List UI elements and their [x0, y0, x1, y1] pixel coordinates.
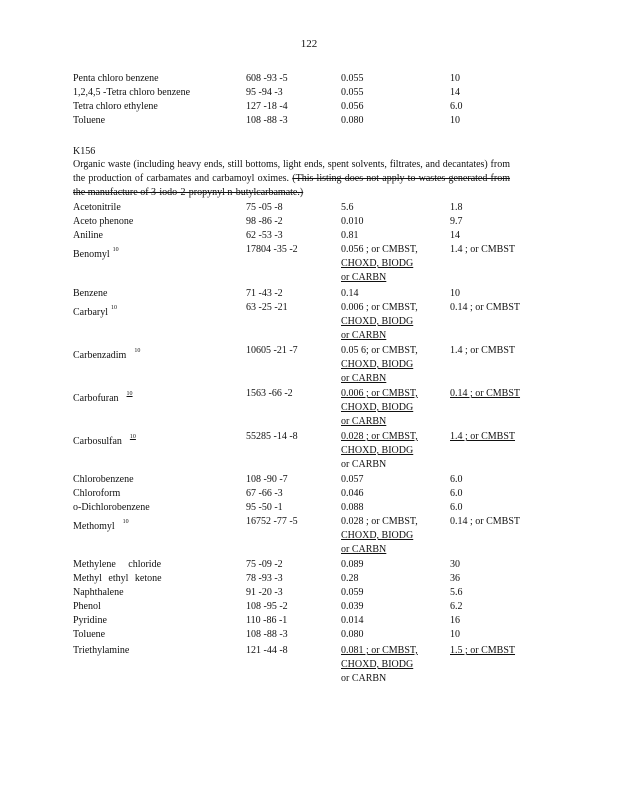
cas-number: 95 -94 -3: [246, 87, 283, 98]
footnote-ref: 10: [126, 391, 133, 397]
cas-number: 75 -09 -2: [246, 559, 283, 570]
nonwastewater-standard: 6.0: [450, 474, 463, 485]
cas-number: 67 -66 -3: [246, 488, 283, 499]
constituent-name: 1,2,4,5 -Tetra chloro benzene: [73, 87, 191, 98]
constituent-name: Pyridine: [73, 615, 107, 626]
constituent-name: Naphthalene: [73, 587, 124, 598]
cas-number: 108 -90 -7: [246, 474, 288, 485]
wastewater-standard: 5.6: [341, 202, 354, 213]
wastewater-standard: 0.039: [341, 601, 364, 612]
nonwastewater-standard: 10: [450, 115, 460, 126]
wastewater-standard: 0.006 ; or CMBST,: [341, 302, 418, 313]
treatment-technologies: or CARBN: [341, 373, 387, 384]
wastewater-standard: 0.088: [341, 502, 364, 513]
cas-number: 98 -86 -2: [246, 216, 283, 227]
nonwastewater-standard: 0.14 ; or CMBST: [450, 388, 521, 399]
cas-number: 91 -20 -3: [246, 587, 283, 598]
waste-code: K156: [73, 146, 96, 157]
wastewater-standard: 0.028 ; or CMBST,: [341, 431, 418, 442]
wastewater-standard: 0.080: [341, 629, 364, 640]
constituent-name: Carbaryl $^{10}$: [73, 305, 117, 318]
treatment-technologies: or CARBN: [341, 459, 387, 470]
cas-number: 17804 -35 -2: [246, 244, 298, 255]
constituent-name: Carbenzadim $^{10}$: [73, 348, 141, 361]
constituent-name: Acetonitrile: [73, 202, 121, 213]
nonwastewater-standard: 1.4 ; or CMBST: [450, 431, 516, 442]
wastewater-standard: 0.057: [341, 474, 364, 485]
constituent-name: Chlorobenzene: [73, 474, 134, 485]
nonwastewater-standard: 1.5 ; or CMBST: [450, 645, 516, 656]
wastewater-standard: 0.046: [341, 488, 364, 499]
waste-description: [73, 158, 510, 200]
nonwastewater-standard: 6.2: [450, 601, 463, 612]
wastewater-standard: 0.055: [341, 87, 364, 98]
nonwastewater-standard: 5.6: [450, 587, 463, 598]
cas-number: 608 -93 -5: [246, 73, 288, 84]
wastewater-standard: 0.056 ; or CMBST,: [341, 244, 418, 255]
constituent-name: Methomyl $^{10}$: [73, 519, 129, 532]
constituent-name: Benomyl $^{10}$: [73, 247, 119, 260]
cas-number: 10605 -21 -7: [246, 345, 298, 356]
cas-number: 121 -44 -8: [246, 645, 288, 656]
constituent-name: Aceto phenone: [73, 216, 134, 227]
treatment-technologies: or CARBN: [341, 544, 387, 555]
constituent-name: o-Dichlorobenzene: [73, 502, 150, 513]
nonwastewater-standard: 0.14 ; or CMBST: [450, 302, 521, 313]
nonwastewater-standard: 1.4 ; or CMBST: [450, 345, 516, 356]
treatment-technologies: CHOXD, BIODG: [341, 359, 414, 370]
treatment-technologies: or CARBN: [341, 272, 387, 283]
wastewater-standard: 0.056: [341, 101, 364, 112]
treatment-technologies: or CARBN: [341, 673, 387, 684]
wastewater-standard: 0.010: [341, 216, 364, 227]
constituent-name: Toluene: [73, 115, 106, 126]
wastewater-standard: 0.089: [341, 559, 364, 570]
nonwastewater-standard: 10: [450, 73, 460, 84]
treatment-technologies: CHOXD, BIODG: [341, 445, 414, 456]
wastewater-standard: 0.006 ; or CMBST,: [341, 388, 418, 399]
cas-number: 127 -18 -4: [246, 101, 288, 112]
wastewater-standard: 0.14: [341, 288, 359, 299]
constituent-name: Methyl ethyl ketone: [73, 573, 162, 584]
treatment-technologies: CHOXD, BIODG: [341, 402, 414, 413]
cas-number: 108 -88 -3: [246, 629, 288, 640]
constituent-name: Tetra chloro ethylene: [73, 101, 158, 112]
nonwastewater-standard: 10: [450, 288, 460, 299]
footnote-ref: 10: [134, 348, 141, 354]
nonwastewater-standard: 1.4 ; or CMBST: [450, 244, 516, 255]
cas-number: 95 -50 -1: [246, 502, 283, 513]
nonwastewater-standard: 6.0: [450, 502, 463, 513]
nonwastewater-standard: 0.14 ; or CMBST: [450, 516, 521, 527]
constituent-name: Phenol: [73, 601, 101, 612]
wastewater-standard: 0.81: [341, 230, 359, 241]
nonwastewater-standard: 1.8: [450, 202, 463, 213]
cas-number: 16752 -77 -5: [246, 516, 298, 527]
cas-number: 1563 -66 -2: [246, 388, 293, 399]
treatment-technologies: or CARBN: [341, 416, 387, 427]
constituent-name: Aniline: [73, 230, 103, 241]
wastewater-standard: 0.059: [341, 587, 364, 598]
nonwastewater-standard: 10: [450, 629, 460, 640]
treatment-technologies: CHOXD, BIODG: [341, 258, 414, 269]
deleted-text: (This listing does not apply to wastes generated from the manufacture of 3-iodo-2-propynyl n-butylcarbamate.): [73, 173, 510, 198]
wastewater-standard: 0.028 ; or CMBST,: [341, 516, 418, 527]
wastewater-standard: 0.014: [341, 615, 364, 626]
treatment-technologies: or CARBN: [341, 330, 387, 341]
treatment-technologies: CHOXD, BIODG: [341, 659, 414, 670]
nonwastewater-standard: 6.0: [450, 101, 463, 112]
nonwastewater-standard: 36: [450, 573, 460, 584]
constituent-name: Toluene: [73, 629, 106, 640]
constituent-name: Methylene chloride: [73, 559, 162, 570]
footnote-ref: 10: [129, 434, 136, 440]
constituent-name: Benzene: [73, 288, 108, 299]
wastewater-standard: 0.05 6; or CMBST,: [341, 345, 418, 356]
wastewater-standard: 0.055: [341, 73, 364, 84]
nonwastewater-standard: 14: [450, 87, 460, 98]
constituent-name: Carbofuran $^{10}$: [73, 391, 133, 404]
cas-number: 63 -25 -21: [246, 302, 288, 313]
constituent-name: Triethylamine: [73, 645, 130, 656]
description-text: Organic waste (including heavy ends, still bottoms, light ends, spent solvents, filtrates, and decantates) from the production of carbamates and carbamoyl oximes.: [73, 159, 510, 184]
cas-number: 75 -05 -8: [246, 202, 283, 213]
cas-number: 78 -93 -3: [246, 573, 283, 584]
cas-number: 55285 -14 -8: [246, 431, 298, 442]
page-number: 122: [300, 38, 318, 50]
treatment-technologies: CHOXD, BIODG: [341, 530, 414, 541]
footnote-ref: 10: [122, 519, 129, 525]
nonwastewater-standard: 6.0: [450, 488, 463, 499]
nonwastewater-standard: 14: [450, 230, 460, 241]
treatment-technologies: CHOXD, BIODG: [341, 316, 414, 327]
nonwastewater-standard: 30: [450, 559, 460, 570]
wastewater-standard: 0.080: [341, 115, 364, 126]
cas-number: 71 -43 -2: [246, 288, 283, 299]
cas-number: 62 -53 -3: [246, 230, 283, 241]
nonwastewater-standard: 16: [450, 615, 460, 626]
constituent-name: Penta chloro benzene: [73, 73, 159, 84]
constituent-name: Chloroform: [73, 488, 121, 499]
footnote-ref: 10: [112, 247, 119, 253]
wastewater-standard: 0.28: [341, 573, 359, 584]
cas-number: 108 -88 -3: [246, 115, 288, 126]
wastewater-standard: 0.081 ; or CMBST,: [341, 645, 418, 656]
constituent-name: Carbosulfan $^{10}$: [73, 434, 136, 447]
cas-number: 108 -95 -2: [246, 601, 288, 612]
footnote-ref: 10: [111, 305, 117, 311]
nonwastewater-standard: 9.7: [450, 216, 463, 227]
cas-number: 110 -86 -1: [246, 615, 288, 626]
